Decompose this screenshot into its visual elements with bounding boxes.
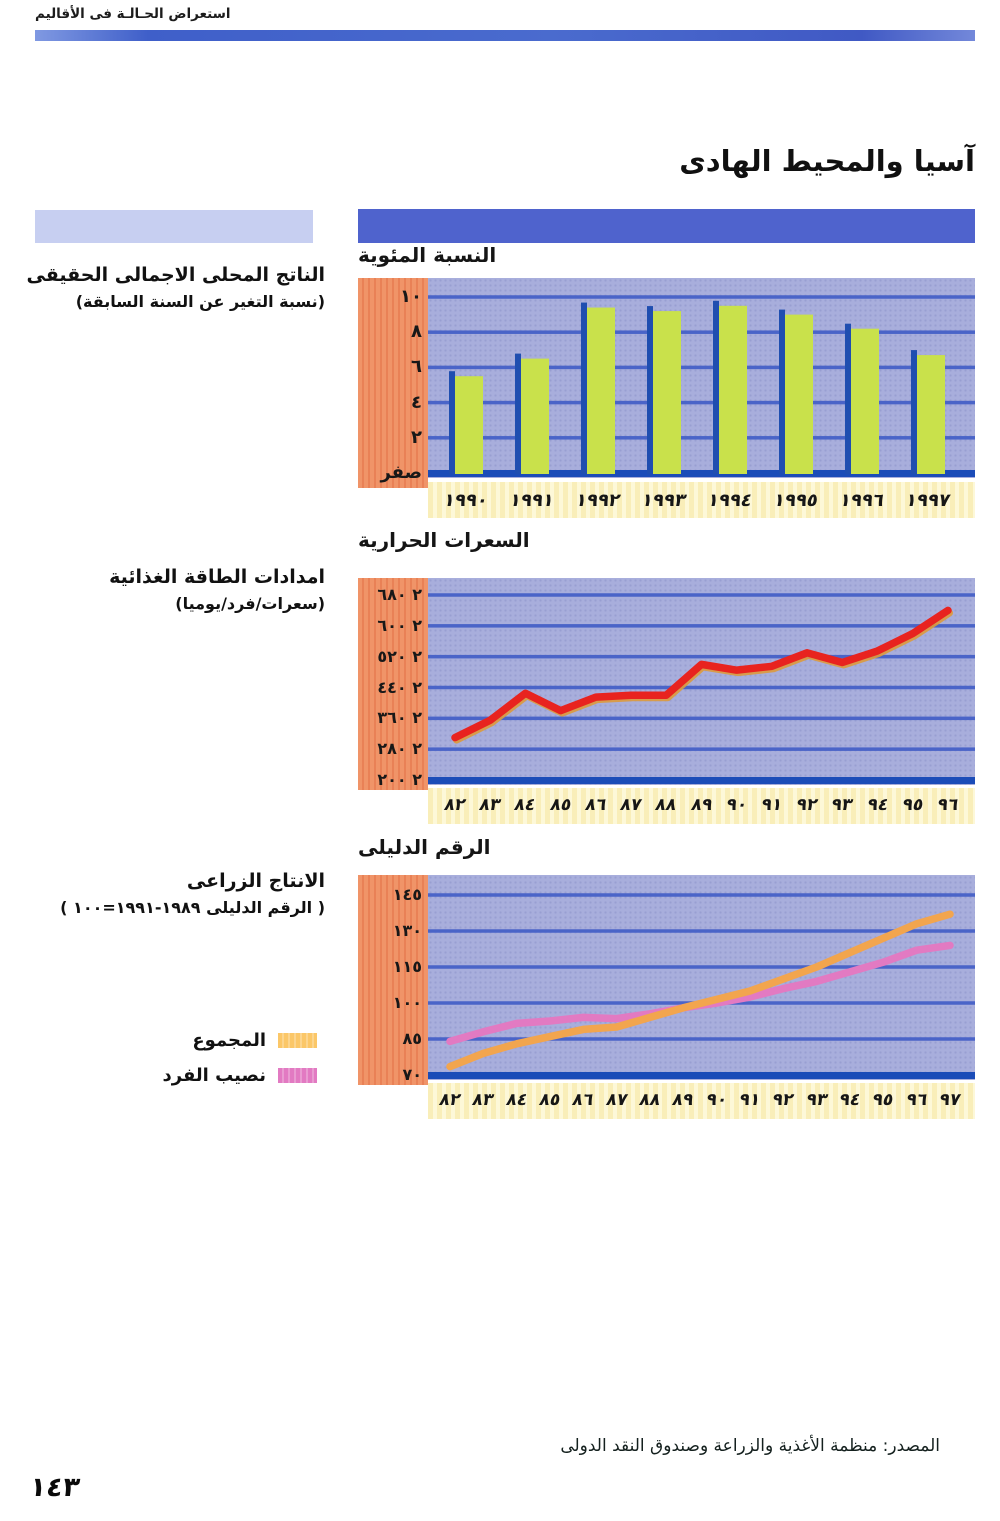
grid-line: [428, 366, 975, 370]
y-tick-label: صفر: [380, 462, 422, 483]
x-tick-label: ١٩٩١: [507, 490, 557, 511]
x-tick-label: ٩٢: [794, 795, 820, 815]
grid-line: [428, 593, 975, 597]
x-tick-label: ١٩٩٢: [573, 490, 623, 511]
x-tick-label: ٨٦: [570, 1090, 596, 1110]
agri-x-axis-strip: [428, 1083, 975, 1119]
gdp-bar-chart: [358, 278, 975, 518]
agri-label: الانتاج الزراعى: [186, 870, 325, 892]
percapita-series-label: نصيب الفرد: [162, 1065, 266, 1086]
page-number: ١٤٣: [27, 1472, 82, 1503]
bar: [653, 311, 681, 474]
energy-sublabel: (سعرات/فرد/يوميا): [175, 594, 325, 613]
x-tick-label: ٩٥: [870, 1090, 896, 1110]
agri-side-label: [60, 870, 325, 917]
y-tick-label: ٢ ٤٤٠: [377, 677, 422, 697]
x-tick-label: ١٩٩٠: [441, 490, 491, 511]
legend-row-percapita: [163, 1065, 317, 1086]
gdp-plot-area: [428, 278, 975, 478]
x-tick-label: ٩٦: [904, 1090, 930, 1110]
grid-line: [428, 295, 975, 299]
gdp-chart-title: النسبة المئوية: [358, 243, 497, 267]
bar-edge: [911, 350, 917, 474]
bar: [785, 315, 813, 474]
x-tick-label: ٨٢: [442, 795, 468, 815]
grid-line: [428, 686, 975, 690]
percapita-series-swatch: [278, 1068, 317, 1083]
data-line: [450, 914, 950, 1066]
bar-edge: [713, 301, 719, 474]
energy-y-axis-strip: [358, 578, 428, 790]
energy-chart-title: السعرات الحرارية: [358, 528, 530, 552]
bar: [917, 355, 945, 474]
x-tick-label: ٨٧: [618, 795, 644, 815]
x-tick-label: ٩٠: [704, 1090, 730, 1110]
y-tick-label: ٢: [411, 426, 422, 448]
x-tick-label: ٨٥: [548, 795, 574, 815]
x-tick-label: ٩٤: [865, 795, 891, 815]
y-tick-label: ١٤٥: [392, 885, 422, 904]
bar: [587, 308, 615, 474]
agri-chart-title: الرقم الدليلى: [358, 835, 491, 859]
x-tick-label: ٨٩: [688, 795, 715, 815]
bar: [455, 376, 483, 474]
gdp-y-axis-strip: [358, 278, 428, 488]
y-tick-label: ٢ ٦٨٠: [377, 585, 422, 604]
legend-row-total: [163, 1030, 317, 1051]
bar-edge: [581, 303, 587, 474]
x-tick-label: ٨٤: [512, 795, 538, 815]
x-tick-label: ٨٢: [437, 1090, 463, 1110]
agri-line-chart: [358, 875, 975, 1119]
source-note: المصدر: منظمة الأغذية والزراعة وصندوق النقد الدولى: [560, 1436, 940, 1456]
x-tick-label: ١٩٩٦: [837, 490, 887, 511]
y-tick-label: ٢ ٥٢٠: [377, 646, 422, 666]
page-title: آسيا والمحيط الهادى: [679, 144, 975, 178]
header-rule-bar: [35, 30, 975, 41]
bar-edge: [845, 324, 851, 474]
x-tick-label: ١٩٩٤: [705, 490, 755, 511]
energy-line-chart: [358, 578, 975, 824]
x-tick-label: ٨٩: [670, 1090, 696, 1110]
y-tick-label: ٢ ٢٠٠: [377, 770, 422, 789]
x-axis-line: [428, 470, 975, 477]
grid-line: [428, 330, 975, 334]
bar: [521, 359, 549, 474]
x-tick-label: ٩٥: [900, 795, 926, 815]
y-tick-label: ٨: [411, 321, 422, 343]
y-tick-label: ٧٠: [402, 1065, 422, 1084]
x-tick-label: ٨٥: [537, 1090, 563, 1110]
bar: [851, 329, 879, 474]
line-shadow: [457, 613, 950, 740]
agri-sublabel: ( الرقم الدليلى ١٩٨٩-١٩٩١=١٠٠ ): [60, 898, 325, 917]
y-tick-label: ٢ ٢٨٠: [377, 739, 422, 759]
x-tick-label: ١٩٩٥: [771, 490, 821, 511]
x-tick-label: ٨٧: [604, 1090, 630, 1110]
energy-side-label: [109, 566, 325, 613]
grid-line: [428, 401, 975, 405]
bar-edge: [779, 310, 785, 474]
gdp-sublabel: (نسبة التغير عن السنة السابقة): [75, 292, 325, 311]
grid-line: [428, 893, 975, 897]
x-tick-label: ٩٣: [829, 795, 855, 815]
decorative-bar-right: [358, 209, 975, 243]
total-series-label: المجموع: [192, 1030, 266, 1051]
x-tick-label: ٨٣: [470, 1090, 496, 1110]
agri-y-axis-strip: [358, 875, 428, 1085]
x-tick-label: ٨٨: [653, 795, 679, 815]
y-tick-label: ١١٥: [392, 957, 422, 976]
y-tick-label: ٤: [411, 391, 422, 413]
grid-line: [428, 436, 975, 440]
decorative-bar-left: [35, 210, 313, 243]
bar: [719, 306, 747, 474]
gdp-x-axis-strip: [428, 482, 975, 518]
x-tick-label: ١٩٩٣: [639, 490, 689, 511]
x-tick-label: ٩١: [759, 795, 785, 815]
y-tick-label: ٦: [411, 356, 422, 378]
x-tick-label: ٩٢: [770, 1090, 796, 1110]
agri-chart-legend: [163, 1030, 317, 1100]
x-tick-label: ٩٤: [837, 1090, 863, 1110]
grid-line: [428, 717, 975, 721]
x-axis-line: [428, 777, 975, 784]
x-tick-label: ٩٧: [937, 1090, 963, 1110]
y-tick-label: ٢ ٦٠٠: [377, 615, 422, 635]
gdp-side-label: [26, 264, 325, 311]
y-tick-label: ١٠٠: [392, 993, 422, 1012]
energy-x-axis-strip: [428, 788, 975, 824]
x-axis-line: [428, 1072, 975, 1079]
x-tick-label: ٩٦: [935, 795, 961, 815]
bar-edge: [647, 306, 653, 474]
x-tick-label: ٨٣: [477, 795, 503, 815]
bar-edge: [449, 371, 455, 474]
agri-plot-area: [428, 875, 975, 1080]
grid-line: [428, 1037, 975, 1041]
x-tick-label: ٨٤: [504, 1090, 530, 1110]
y-tick-label: ١٣٠: [392, 921, 422, 940]
running-header: استعراض الحـالـة فى الأقاليم: [35, 6, 231, 22]
x-tick-label: ٩٠: [724, 795, 750, 815]
grid-line: [428, 747, 975, 751]
x-tick-label: ٨٨: [637, 1090, 663, 1110]
total-series-swatch: [278, 1033, 317, 1048]
grid-line: [428, 965, 975, 969]
energy-label: امدادات الطاقة الغذائية: [109, 566, 325, 588]
energy-plot-area: [428, 578, 975, 785]
y-tick-label: ٨٥: [402, 1029, 422, 1048]
data-line: [450, 945, 950, 1041]
bar-edge: [515, 354, 521, 474]
y-tick-label: ١٠: [400, 286, 422, 307]
x-tick-label: ١٩٩٧: [903, 490, 953, 511]
grid-line: [428, 655, 975, 659]
x-tick-label: ٩١: [737, 1090, 763, 1110]
x-tick-label: ٨٦: [583, 795, 609, 815]
grid-line: [428, 624, 975, 628]
y-tick-label: ٢ ٣٦٠: [377, 708, 422, 728]
gdp-label: الناتج المحلى الاجمالى الحقيقى: [26, 264, 325, 286]
x-tick-label: ٩٣: [804, 1090, 830, 1110]
